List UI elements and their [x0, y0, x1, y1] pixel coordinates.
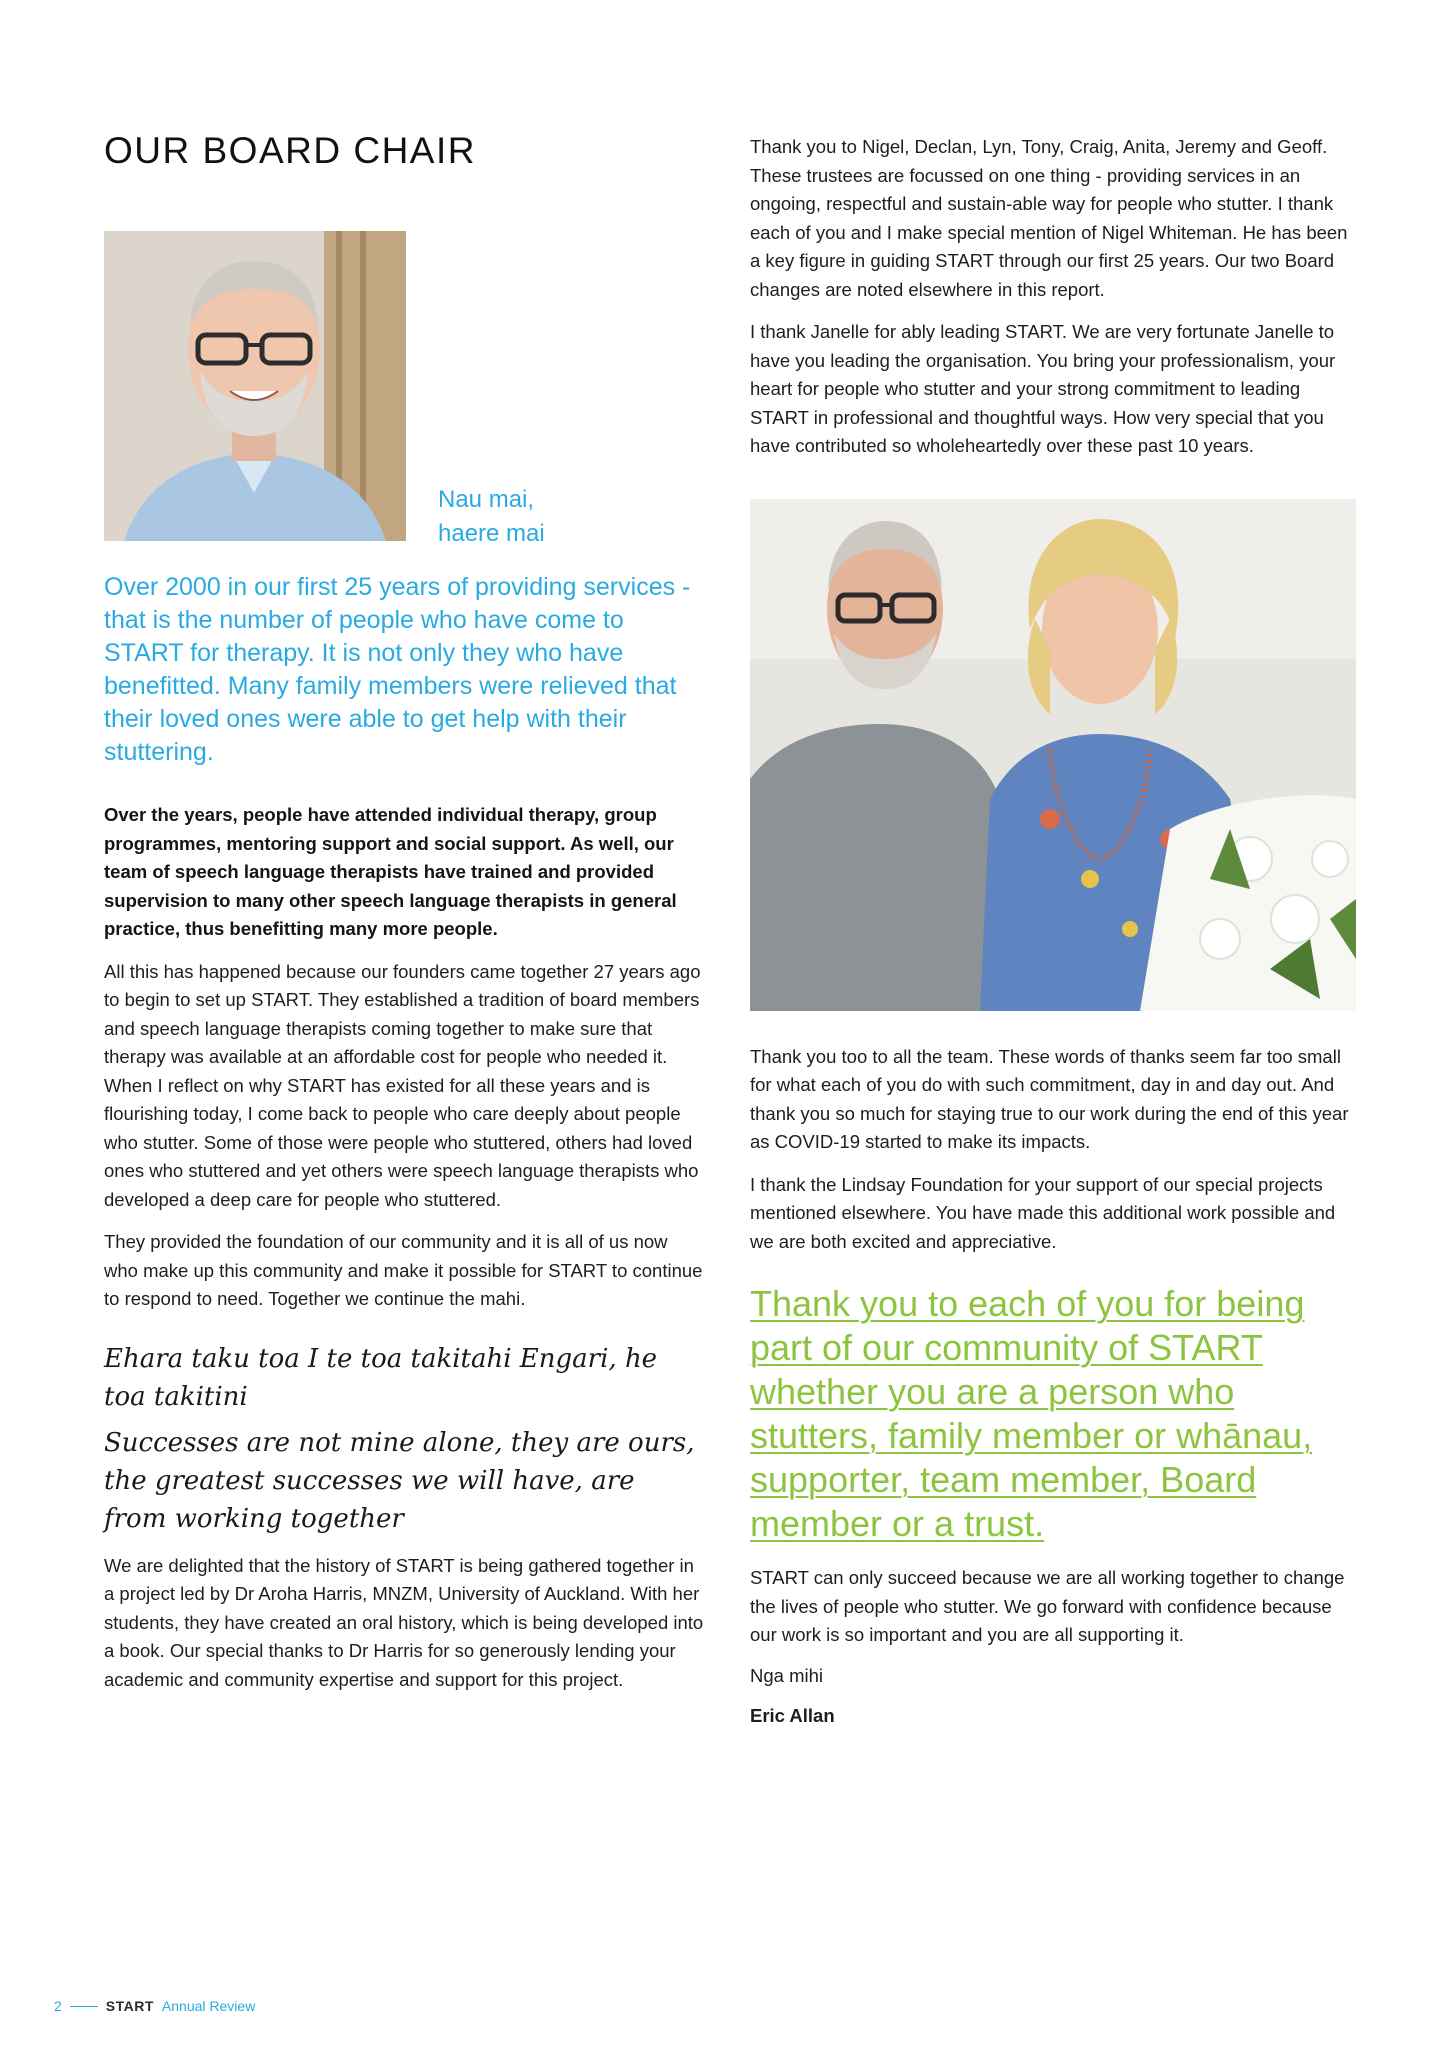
portrait-row — [104, 231, 704, 547]
welcome-greeting — [438, 483, 545, 551]
lead-paragraph: Over 2000 in our first 25 years of providing services - that is the number of people who have come to START for therapy. It is not only they who have benefitted. Many family members were relieved that their loved ones were able to get help with their stuttering. — [104, 573, 691, 766]
page-number: 2 — [54, 1998, 62, 2014]
proverb-translation: Successes are not mine alone, they are ours, the greatest successes we will have, are from working together — [104, 1427, 695, 1534]
left-column — [104, 130, 704, 1694]
right-paragraph-3: Thank you too to all the team. These words of thanks seem far too small for what each of you do with such commitment, day in and day out. And thank you so much for staying true to our work during the end of this year as COVID-19 started to make its impacts. — [750, 1045, 1349, 1152]
page-title: OUR BOARD CHAIR — [104, 130, 476, 171]
signature-name: Eric Allan — [750, 1705, 835, 1726]
closing-paragraph: START can only succeed because we are all working together to change the lives of people who stutter. We go forward with confidence because our work is so important and you are all supporting it. — [750, 1567, 1345, 1645]
body-paragraph-3: We are delighted that the history of START is being gathered together in a project led by Dr Aroha Harris, MNZM, University of Auckland. With her students, they have created an oral history, which is being developed into a book. Our special thanks to Dr Harris for so generously lending your academic and community expertise and support for this project. — [104, 1554, 704, 1690]
sign-off: Nga mihi — [750, 1664, 823, 1686]
welcome-line-1: Nau mai, — [438, 486, 535, 513]
footer-subtitle: Annual Review — [161, 1998, 256, 2014]
portrait-illustration — [104, 231, 406, 541]
footer-rule — [70, 2006, 98, 2007]
footer-brand: START — [105, 1998, 154, 2014]
right-paragraph-2: I thank Janelle for ably leading START. We are very fortunate Janelle to have you leading the organisation. You bring your professionalism, your heart for people who stutter and your strong commitment to leading START in professional and thoughtful ways. How very special that you have contributed so wholeheartedly over these past 10 years. — [750, 321, 1336, 456]
body-paragraph-1: All this has happened because our founders came together 27 years ago to begin to set up START. They established a tradition of board members and speech language therapists coming together to make sure that therapy was available at an affordable cost for people who needed it. When I reflect on why START has existed for all these years and is flourishing today, I come back to people who care deeply about people who stutter. Some of those were people who stuttered, others had loved ones who stuttered and yet others were speech language therapists who developed a deep care for people who stuttered. — [104, 960, 701, 1210]
page-footer — [54, 1998, 255, 2014]
right-column — [750, 133, 1362, 1731]
welcome-line-2: haere mai — [438, 520, 545, 547]
photo-illustration — [750, 499, 1356, 1011]
thank-you-highlight: Thank you to each of you for being part of our community of START whether you are a person who stutters, family member or whānau, supporter, team member, Board member or a trust. — [750, 1283, 1313, 1544]
right-paragraph-1: Thank you to Nigel, Declan, Lyn, Tony, Craig, Anita, Jeremy and Geoff. These trustees are focussed on one thing - providing services in an ongoing, respectful and sustain-able way for people who stutter. I thank each of you and I make special mention of Nigel Whiteman. He has been a key figure in guiding START through our first 25 years. Our two Board changes are noted elsewhere in this report. — [750, 136, 1348, 300]
maori-proverb: Ehara taku toa I te toa takitahi Engari, he toa takitini — [104, 1343, 658, 1412]
chair-and-ceo-photo — [750, 499, 1356, 1011]
board-chair-portrait — [104, 231, 406, 541]
bold-paragraph: Over the years, people have attended individual therapy, group programmes, mentoring support and social support. As well, our team of speech language therapists have trained and provided supervision to many other speech language therapists in general practice, thus benefitting many more people. — [104, 804, 677, 939]
body-paragraph-2: They provided the foundation of our community and it is all of us now who make up this community and make it possible for START to continue to respond to need. Together we continue the mahi. — [104, 1231, 703, 1309]
right-paragraph-4: I thank the Lindsay Foundation for your support of our special projects mentioned elsewhere. You have made this additional work possible and we are both excited and appreciative. — [750, 1173, 1336, 1252]
